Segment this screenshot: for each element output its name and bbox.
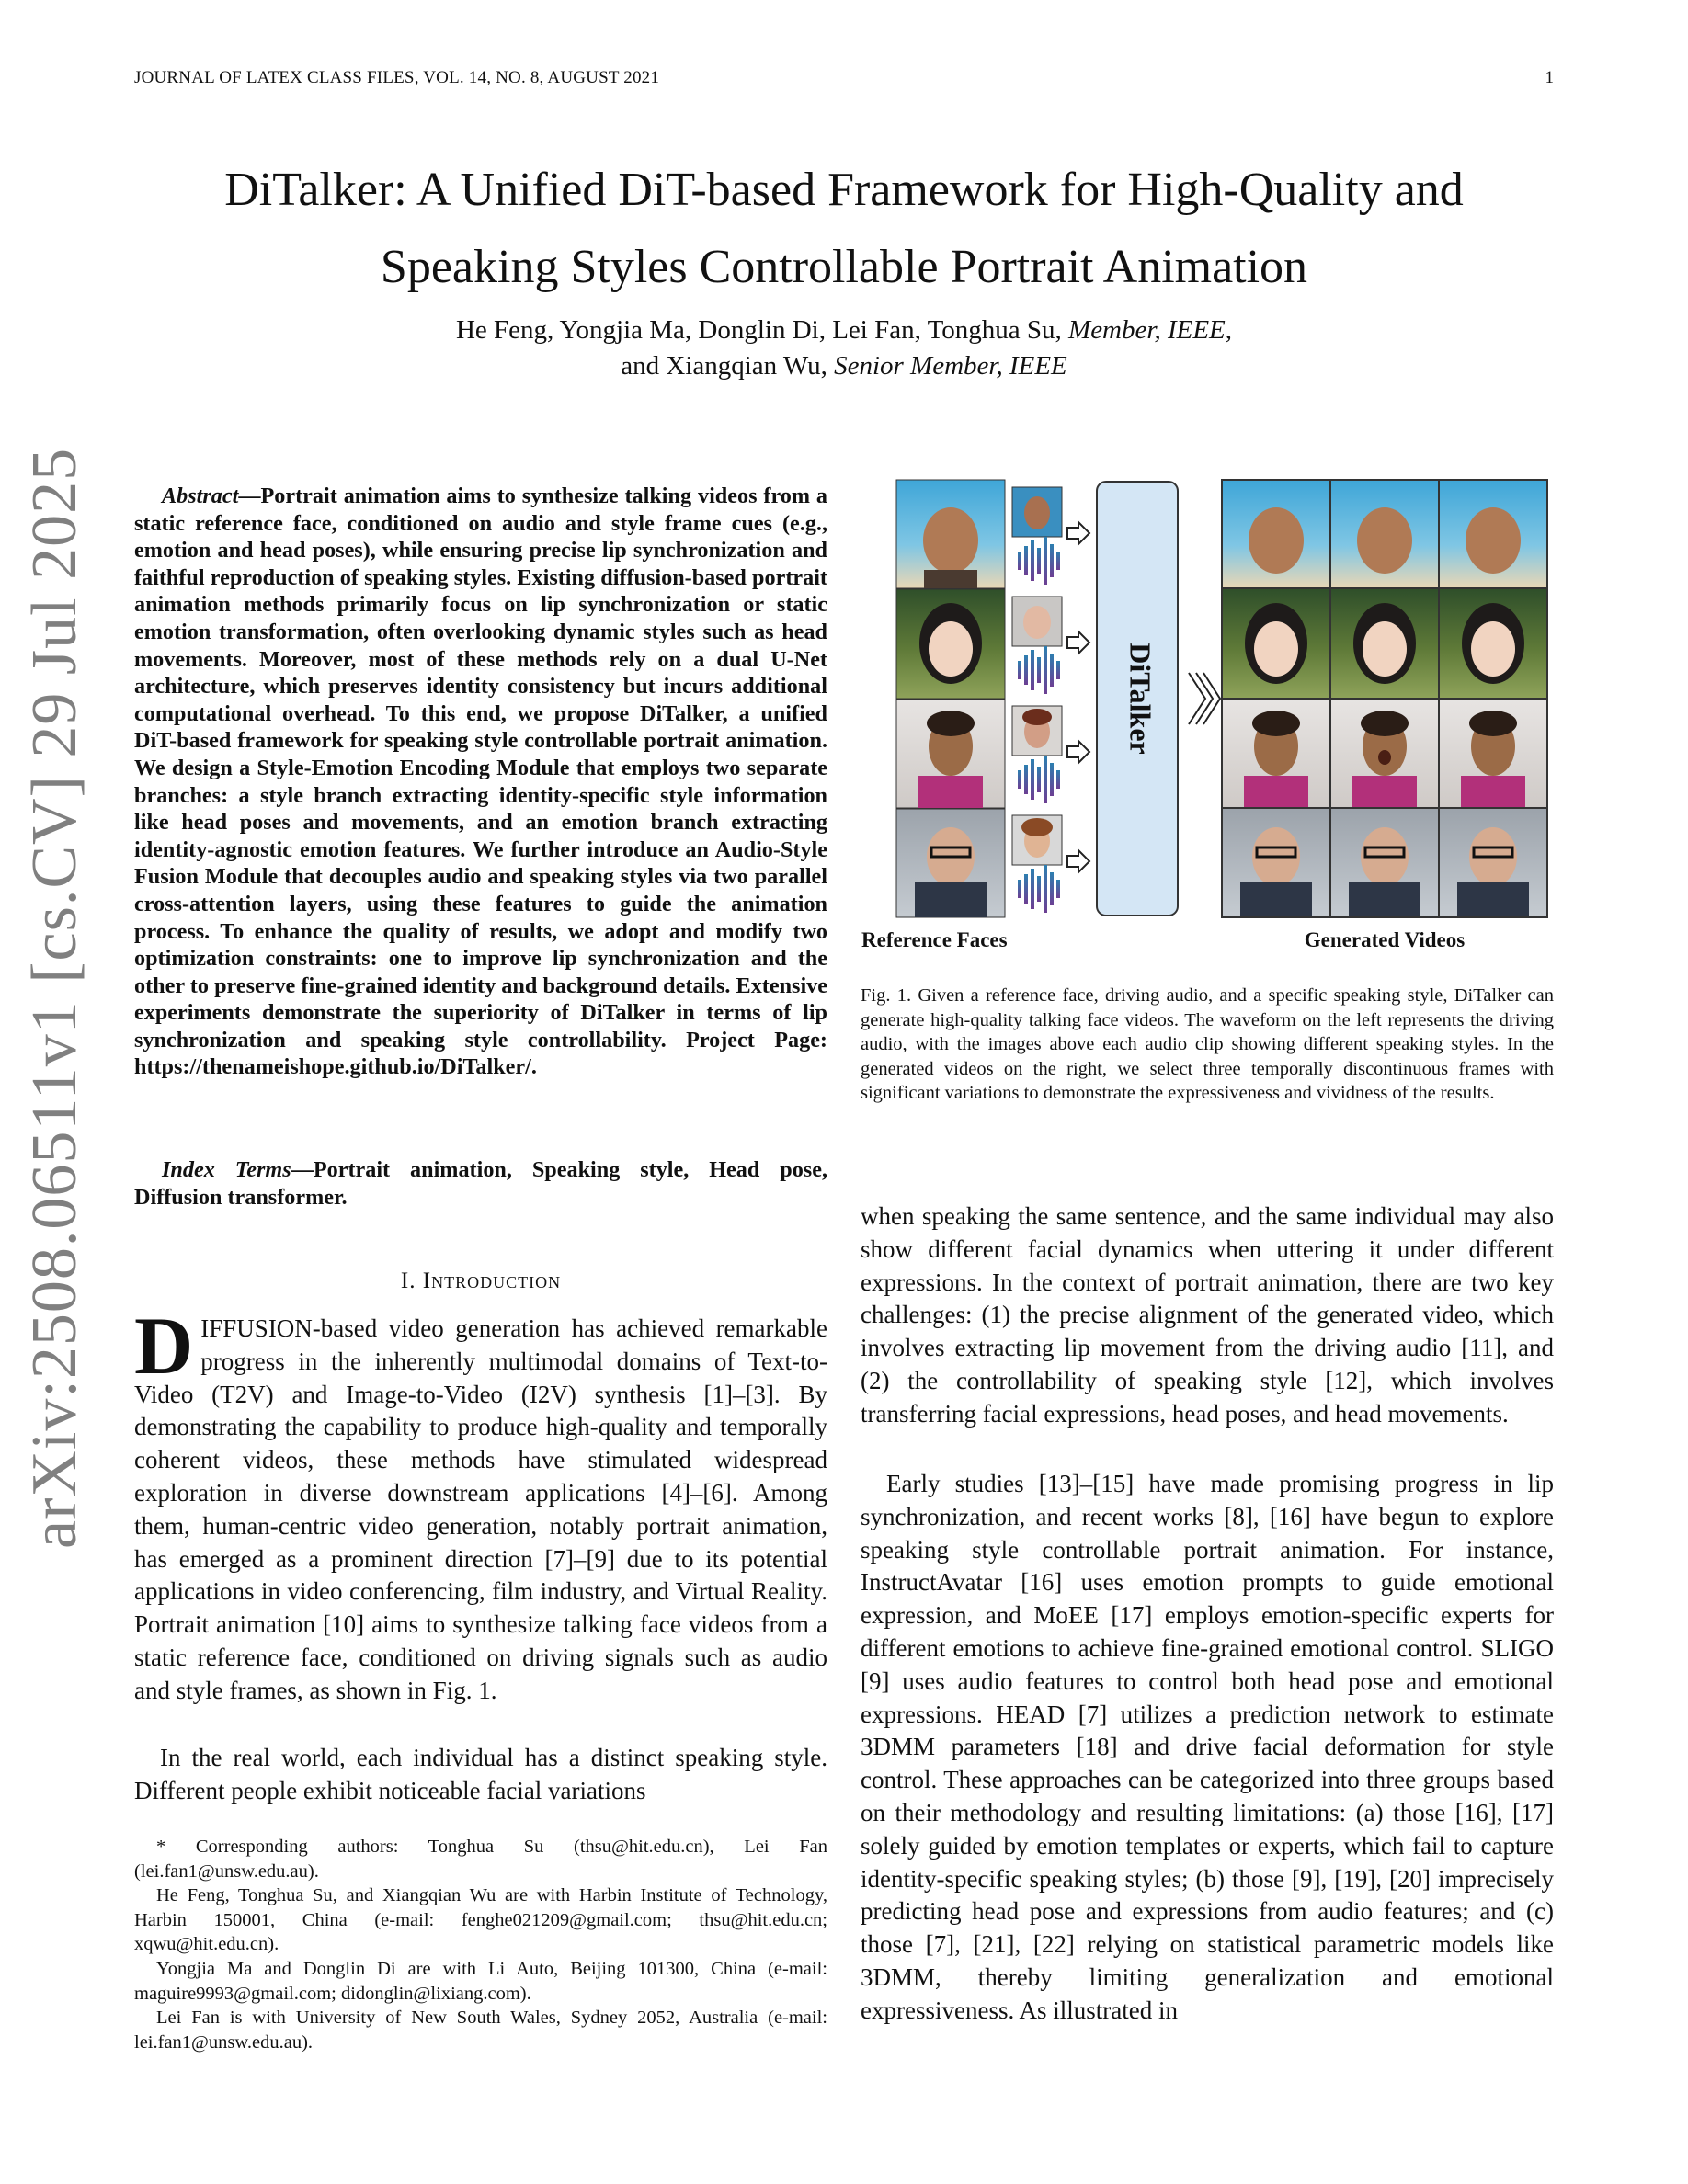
arxiv-stamp: arXiv:2508.06511v1 [cs.CV] 29 Jul 2025 bbox=[19, 447, 90, 1549]
reference-faces-label: Reference Faces bbox=[861, 928, 1008, 951]
title-line-2: Speaking Styles Controllable Portrait Animation bbox=[380, 241, 1308, 293]
intro-p1-text: IFFUSION-based video generation has achieved remarkable progress in the inherently multimodal domains of Text-to-Video (T2V) and Image-to-Video (I2V) synthesis [1]–[3]. By demonstrating the capability to produce high-quality and temporally coherent videos, these methods have stimulated widespread exploration in diverse downstream applications [4]–[6]. Among them, human-centric video generation, notably portrait animation, has emerged as a prominent direction [7]–[9] due to its potential applications in video conferencing, film industry, and Virtual Reality. Portrait animation [10] aims to synthesize talking face videos from a static reference face, conditioned on driving signals such as audio and style frames, as shown in Fig. 1. bbox=[134, 1314, 827, 1704]
generated-videos-label: Generated Videos bbox=[1304, 928, 1466, 951]
style-and-audio-inputs bbox=[1012, 487, 1089, 913]
section-title: Introduction bbox=[422, 1268, 562, 1293]
right-paragraph-1: when speaking the same sentence, and the same individual may also show different facial dynamics when uttering it under different expressions. In the context of portrait animation, there are two key challenges: (1) the precise alignment of the generated video, which involves extracting lip movement from the driving audio [11], and (2) the controllability of speaking style [12], which involves transferring facial expressions, head poses, and head movements. bbox=[861, 1202, 1554, 1428]
author-names-2: and Xiangqian Wu, bbox=[621, 351, 827, 381]
index-terms-label: Index Terms bbox=[162, 1157, 291, 1182]
author-role-1: Member, IEEE bbox=[1068, 315, 1226, 345]
figure-caption: Fig. 1. Given a reference face, driving audio, and a specific speaking style, DiTalker can generate high-quality talking face videos. The waveform on the left represents the driving audio, with the images above each audio clip showing different speaking styles. In the generated videos on the right, we select three temporally discontinuous frames with significant variations to demonstrate the expressiveness and vividness of the results. bbox=[861, 985, 1554, 1104]
abstract bbox=[134, 483, 827, 1081]
abstract-label: Abstract bbox=[162, 483, 239, 508]
index-terms bbox=[134, 1156, 827, 1211]
footnote: He Feng, Tonghua Su, and Xiangqian Wu are with Harbin Institute of Technology, Harbin 150001, China (e-mail: fenghe021209@gmail.com; thsu@hit.edu.cn; xqwu@hit.edu.cn). bbox=[134, 1885, 827, 1955]
right-paragraph-2: Early studies [13]–[15] have made promising progress in lip synchronization, and recent works [8], [16] have begun to explore speaking style controllable portrait animation. For instance, InstructAvatar [16] uses emotion prompts to guide emotional expression, and MoEE [17] employs emotion-specific experts for different emotions to achieve fine-grained emotional control. SLIGO [9] uses audio features to control both head pose and emotional expressions. HEAD [7] utilizes a prediction network to estimate 3DMM parameters [18] and drive facial deformation for style control. These approaches can be categorized into three groups based on their methodology and resulting limitations: (a) those [16], [17] solely guided by emotion templates or experts, which fail to capture identity-specific speaking styles; (b) those [9], [19], [20] imprecisely predicting head pose and expressions from audio features; and (c) those [7], [21], [22] relying on statistical parametric models like 3DMM, thereby limiting generalization and emotional expressiveness. As illustrated in bbox=[861, 1470, 1554, 2024]
section-number: I. bbox=[400, 1268, 416, 1293]
authors-line-1: He Feng, Yongjia Ma, Donglin Di, Lei Fan, Tonghua Su, Member, IEEE, bbox=[455, 315, 1232, 345]
chevrons-icon bbox=[1189, 673, 1220, 724]
footnote: Yongjia Ma and Donglin Di are with Li Auto, Beijing 101300, China (e-mail: maguire9993@gmail.com; didonglin@lixiang.com). bbox=[134, 1958, 827, 2004]
authors-line-2 bbox=[129, 348, 1559, 384]
intro-paragraph-2: In the real world, each individual has a distinct speaking style. Different people exhibit noticeable facial variations bbox=[134, 1744, 827, 1804]
teaser-figure bbox=[861, 480, 1549, 958]
author-names-1: He Feng, Yongjia Ma, Donglin Di, Lei Fan, Tonghua Su, bbox=[455, 315, 1062, 345]
section-heading bbox=[134, 1268, 827, 1294]
index-terms-text: —Portrait animation, Speaking style, Head pose, Diffusion transformer. bbox=[134, 1157, 827, 1210]
footnotes bbox=[134, 1835, 827, 2054]
footnote: * Corresponding authors: Tonghua Su (thsu@hit.edu.cn), Lei Fan (lei.fan1@unsw.edu.au). bbox=[134, 1837, 827, 1882]
ditalker-module-label: DiTalker bbox=[1123, 643, 1158, 755]
page-number: 1 bbox=[1545, 68, 1554, 87]
abstract-text: —Portrait animation aims to synthesize talking videos from a static reference face, conditioned on audio and style frame cues (e.g., emotion and head poses), while ensuring precise lip synchronization and faithful reproduction of speaking styles. Existing diffusion-based portrait animation methods primarily focus on lip synchronization or static emotion transformation, often overlooking dynamic styles such as head movements. Moreover, most of these methods rely on a dual U-Net architecture, which preserves identity consistency but incurs additional computational overhead. To this end, we propose DiTalker, a unified DiT-based framework for speaking style controllable portrait animation. We design a Style-Emotion Encoding Module that employs two separate branches: a style branch extracting identity-specific style information like head poses and movements, and an emotion branch extracting identity-agnostic emotion features. We further introduce an Audio-Style Fusion Module that decouples audio and speaking styles via two parallel cross-attention layers, using these features to guide the animation process. To enhance the quality of results, we adopt and modify two optimization constraints: one to improve lip synchronization and the other to preserve fine-grained identity and background details. Extensive experiments demonstrate the superiority of DiTalker in terms of lip synchronization and speaking style controllability. Project Page: https://thenameishope.github.io/DiTalker/. bbox=[134, 483, 827, 1080]
reference-faces bbox=[896, 480, 1005, 917]
drop-cap: D bbox=[134, 1302, 194, 1392]
figure-1 bbox=[861, 480, 1549, 958]
running-header: JOURNAL OF LATEX CLASS FILES, VOL. 14, NO. 8, AUGUST 2021 bbox=[134, 68, 660, 87]
generated-videos bbox=[1222, 480, 1547, 917]
author-list bbox=[129, 313, 1559, 384]
author-role-2: Senior Member, IEEE bbox=[834, 351, 1067, 381]
paper-title bbox=[129, 152, 1559, 306]
title-line-1: DiTalker: A Unified DiT-based Framework for High-Quality and bbox=[224, 164, 1464, 216]
footnote: Lei Fan is with University of New South Wales, Sydney 2052, Australia (e-mail: lei.fan1@unsw.edu.au). bbox=[134, 2008, 827, 2053]
intro-paragraph-1 bbox=[134, 1302, 827, 1708]
